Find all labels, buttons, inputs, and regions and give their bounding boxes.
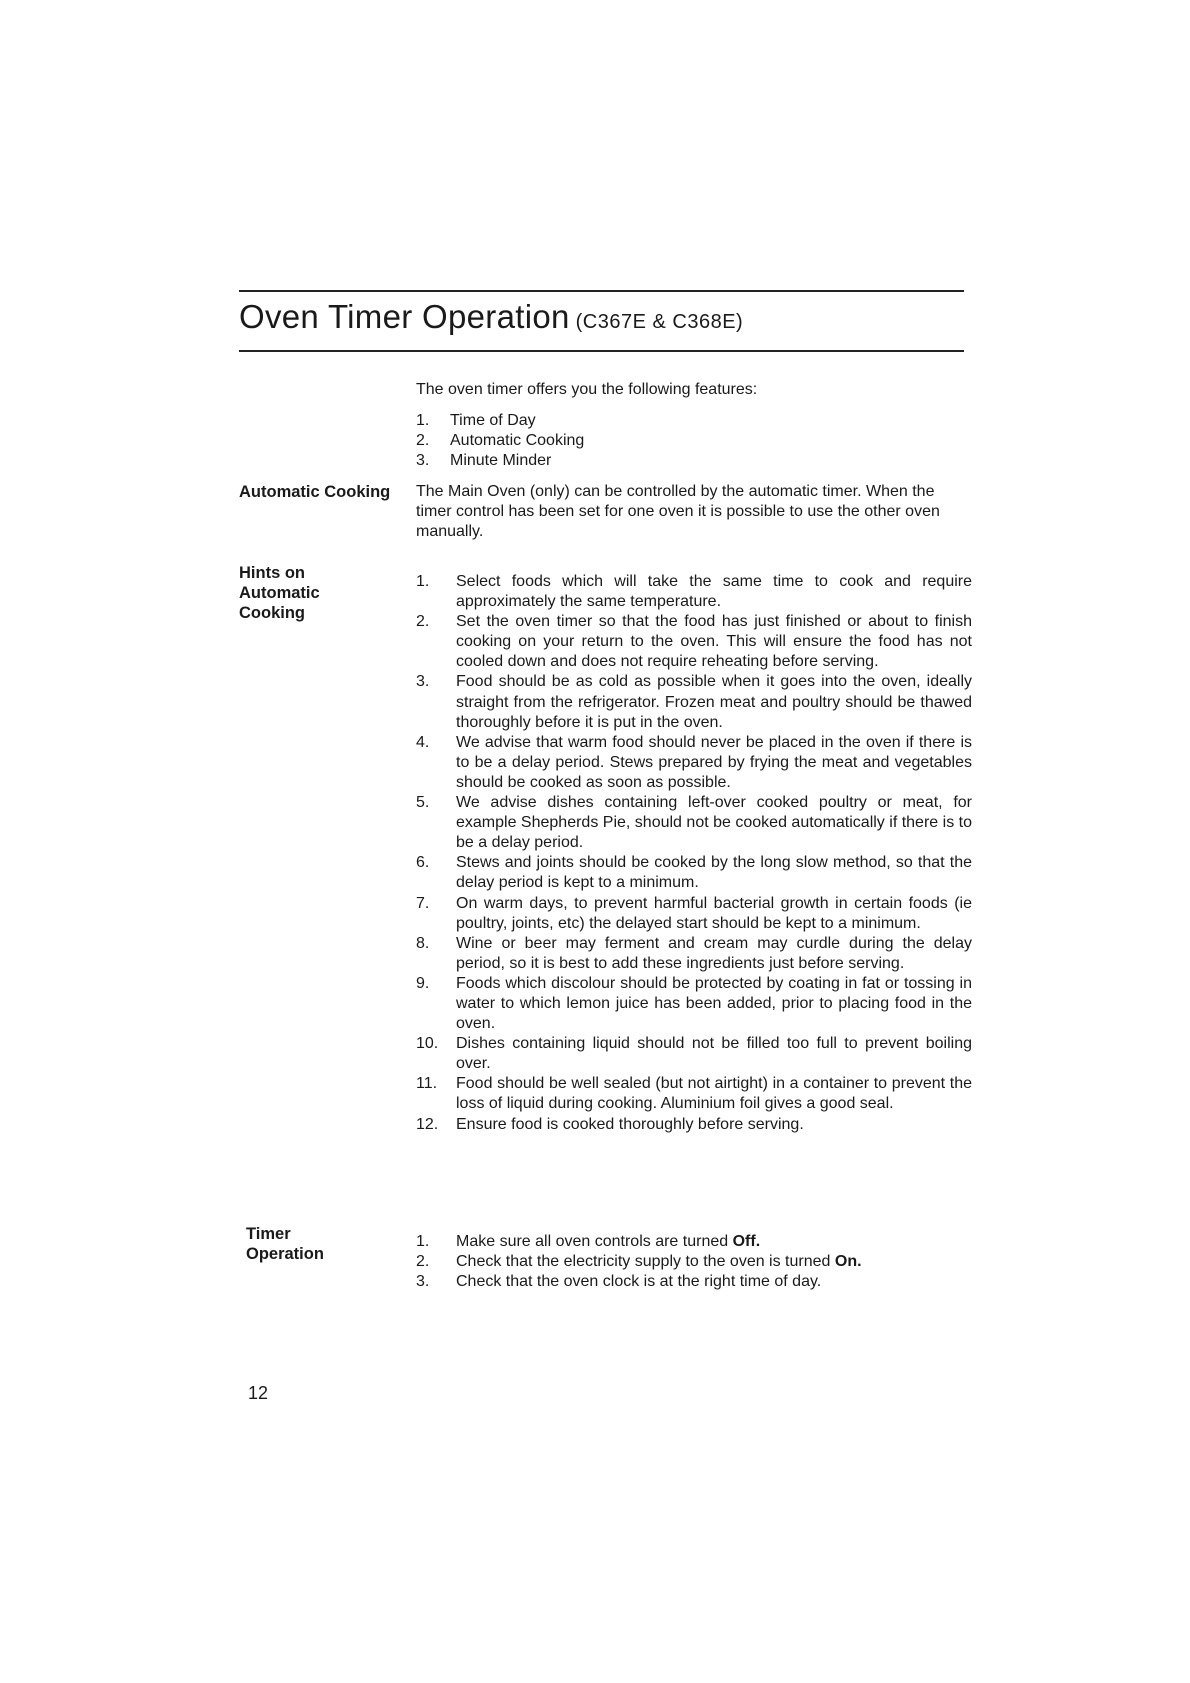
list-item: 6. Stews and joints should be cooked by the long slow method, so that the delay period is kept to a minimum. [416, 854, 972, 892]
title-text: Oven Timer Operation [239, 298, 570, 335]
model-numbers: (C367E & C368E) [575, 311, 744, 333]
page-number: 12 [248, 1383, 269, 1403]
features-list [416, 411, 971, 472]
intro-text: The oven timer offers you the following features: [416, 381, 758, 398]
automatic-cooking-heading: Automatic Cooking [239, 483, 391, 501]
list-item: 2. Set the oven timer so that the food has just finished or about to finish cooking on your return to the oven. This will ensure the food has not cooled down and does not require reheating before serving. [416, 613, 972, 671]
list-item: 10. Dishes containing liquid should not be filled too full to prevent boiling over. [416, 1035, 972, 1073]
list-item: 3. Minute Minder [416, 452, 552, 470]
list-item: 3. Check that the oven clock is at the right time of day. [416, 1273, 822, 1291]
hints-list [416, 572, 972, 1135]
timer-operation-heading: Timer Operation [246, 1225, 324, 1263]
list-item: 9. Foods which discolour should be protected by coating in fat or tossing in water to which lemon juice has been added, prior to placing food in the oven. [416, 974, 972, 1033]
list-item: 4. We advise that warm food should never be placed in the oven if there is to be a delay period. Stews prepared by frying the meat and vegetables should be cooked as soon as possible. [416, 733, 972, 791]
timer-operation-list [416, 1232, 972, 1293]
list-item: 7. On warm days, to prevent harmful bacterial growth in certain foods (ie poultry, joints, etc) the delayed start should be kept to a minimum. [416, 894, 972, 932]
list-item: 2. Check that the electricity supply to the oven is turned On. [416, 1253, 862, 1271]
header-rule-bottom [239, 350, 964, 352]
list-item: 2. Automatic Cooking [416, 432, 585, 450]
list-item: 1. Select foods which will take the same time to cook and require approximately the same temperature. [416, 573, 972, 611]
header-rule-top [239, 290, 964, 292]
list-item: 5. We advise dishes containing left-over cooked poultry or meat, for example Shepherds Pie, should not be cooked automatically if there is to be a delay period. [416, 794, 972, 852]
list-item: 1. Make sure all oven controls are turned Off. [416, 1233, 761, 1250]
list-item: 12. Ensure food is cooked thoroughly before serving. [416, 1115, 804, 1133]
automatic-cooking-text: The Main Oven (only) can be controlled by the automatic timer. When the timer control has been set for one oven it is possible to use the other oven manually. [416, 483, 940, 540]
list-item: 1. Time of Day [416, 412, 536, 429]
list-item: 3. Food should be as cold as possible when it goes into the oven, ideally straight from the refrigerator. Frozen meat and poultry should be thawed thoroughly before it is put in the oven. [416, 673, 972, 731]
hints-heading: Hints on Automatic Cooking [239, 564, 320, 622]
page-title [239, 298, 743, 336]
list-item: 8. Wine or beer may ferment and cream may curdle during the delay period, so it is best to add these ingredients just before serving. [416, 934, 972, 972]
list-item: 11. Food should be well sealed (but not airtight) in a container to prevent the loss of liquid during cooking. Aluminium foil gives a good seal. [416, 1075, 972, 1113]
